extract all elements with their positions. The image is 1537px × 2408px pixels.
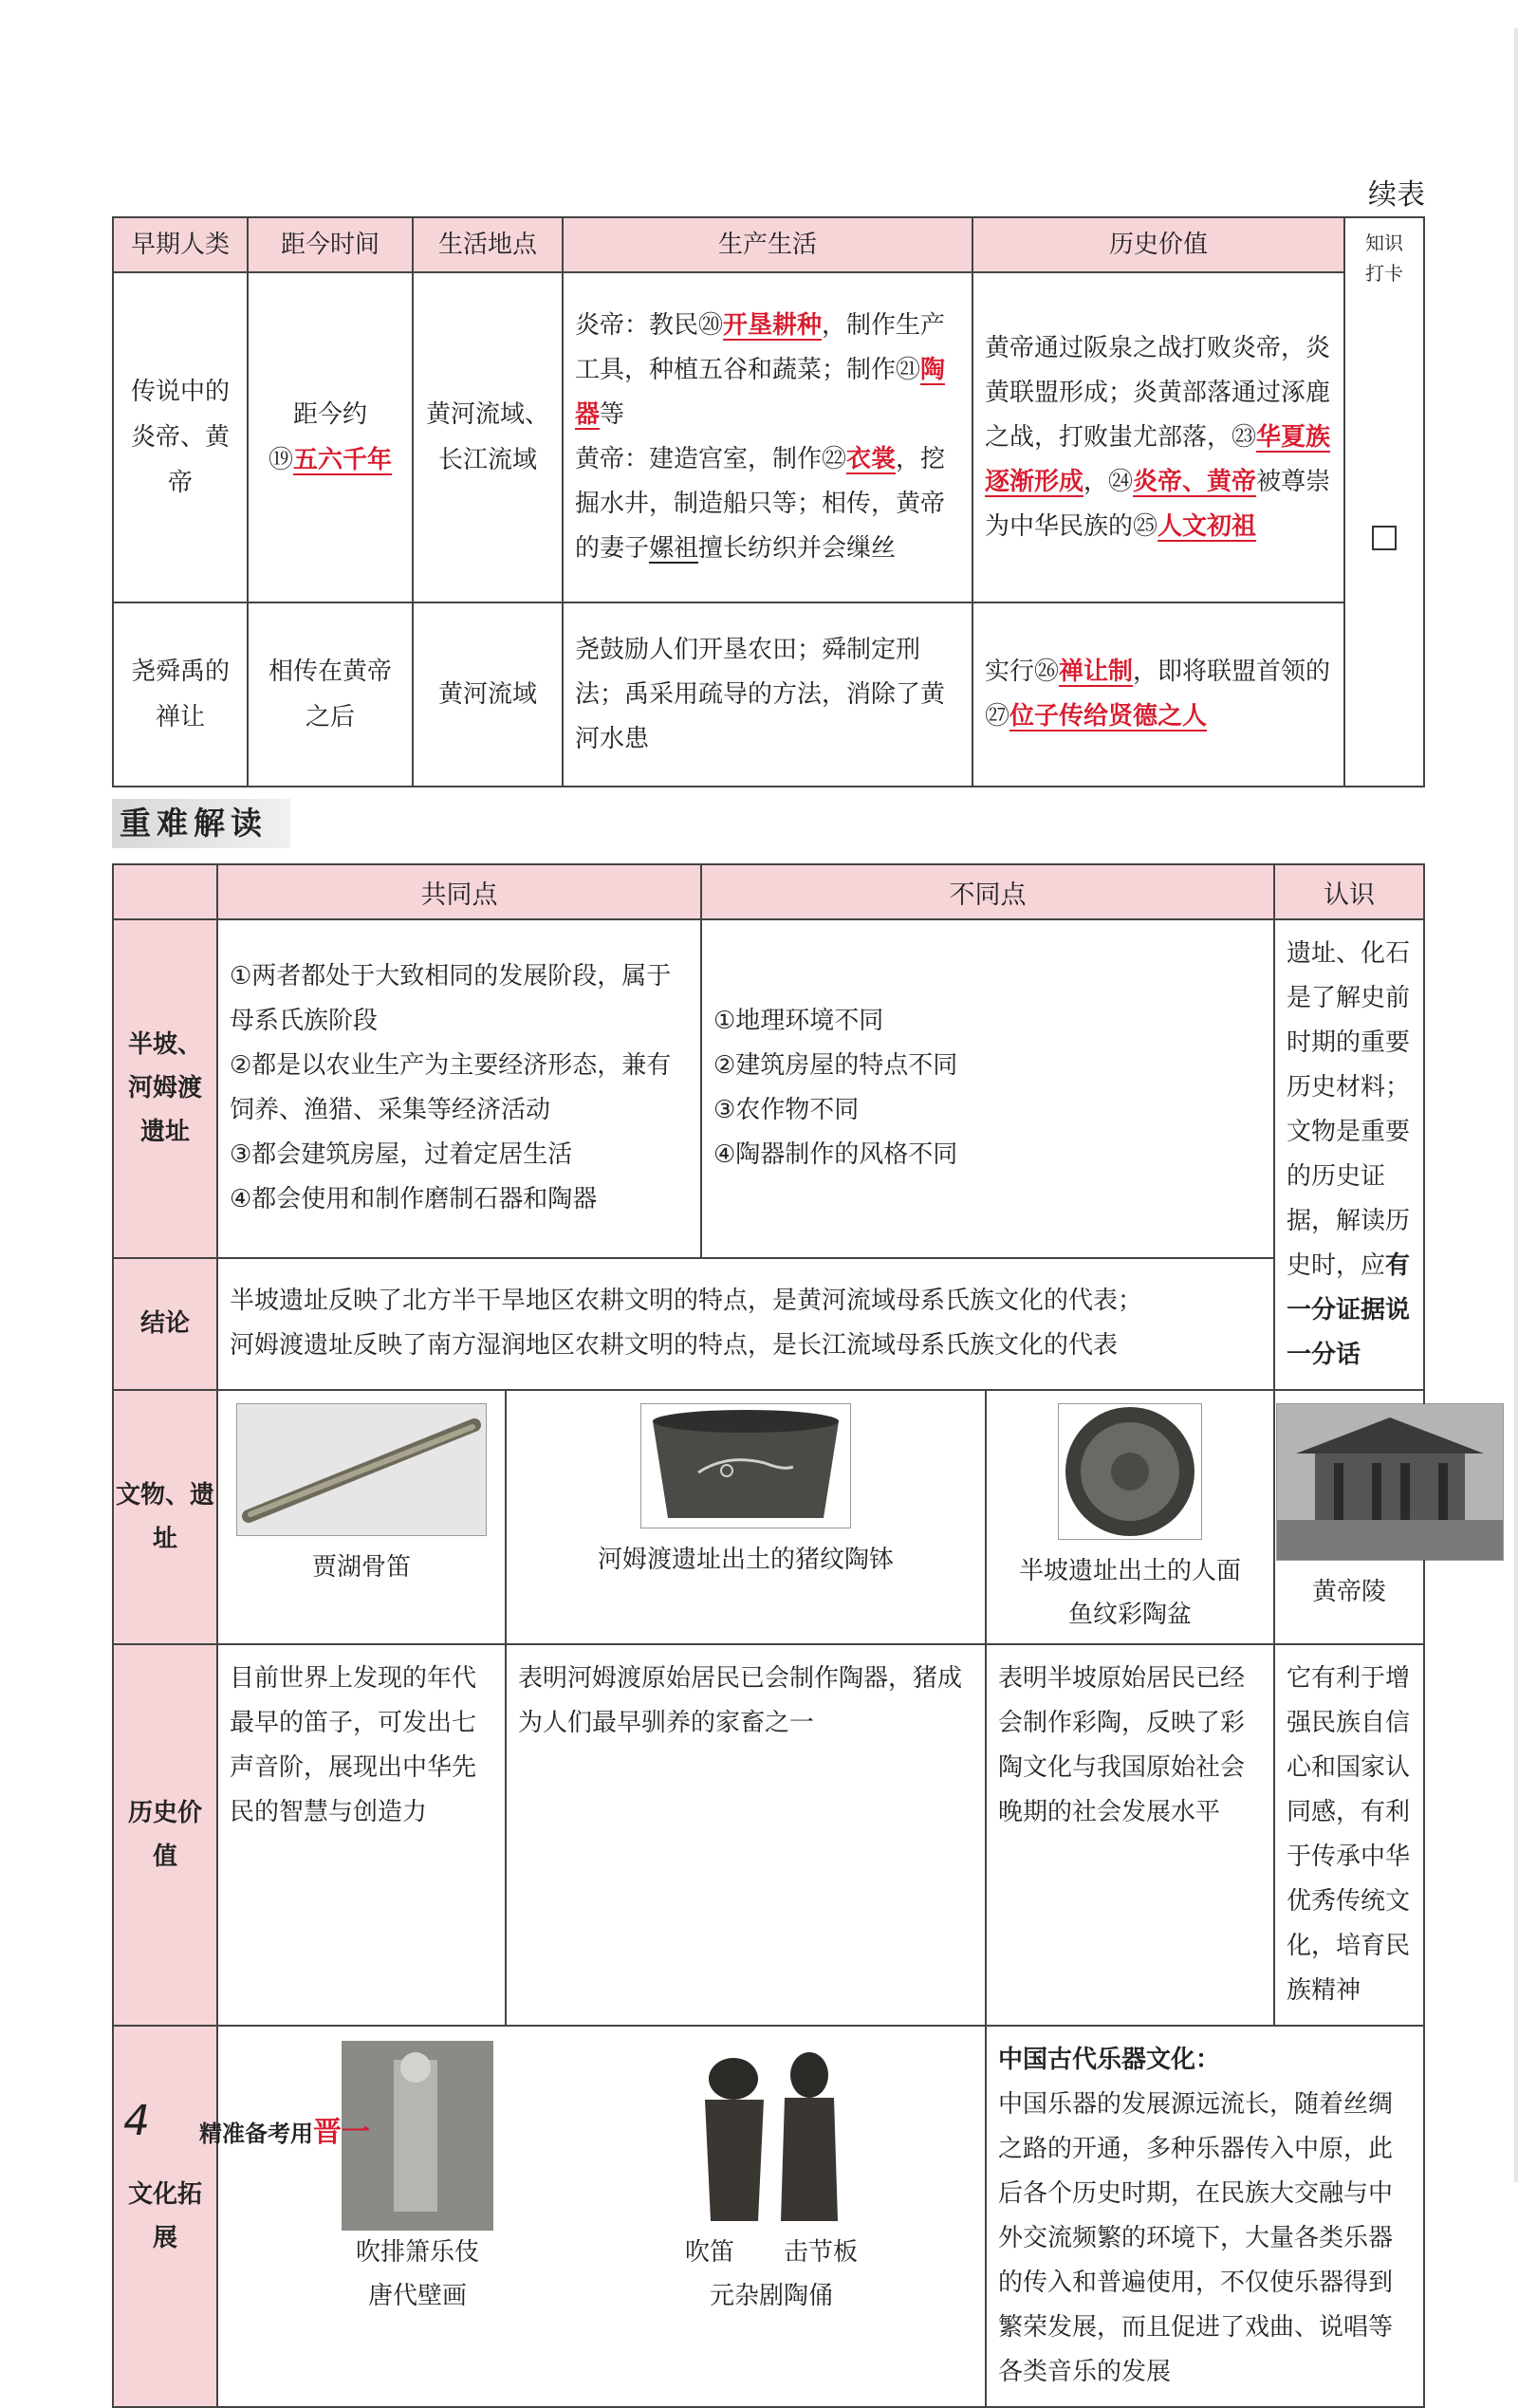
continued-label: 续表	[1368, 178, 1425, 212]
label-banpo-hemudu: 半坡、河姆渡遗址	[113, 919, 217, 1258]
diff-item: ②建筑房屋的特点不同	[713, 1051, 958, 1081]
blank-20-num: ⑳	[698, 311, 724, 340]
insight-plain: 遗址、化石是了解史前时期的重要历史材料；文物是重要的历史证据，解读历史时，应	[1287, 939, 1411, 1280]
life-text: 擅长纺织并会缫丝	[698, 534, 897, 563]
life-yao-shun-yu: 尧鼓励人们开垦农田；舜制定刑法；禹采用疏导的方法，消除了黄河水患	[563, 602, 972, 787]
extension-title: 中国古代乐器文化：	[998, 2046, 1221, 2074]
header-time: 距今时间	[248, 217, 413, 272]
life-text: 炎帝：教民	[575, 311, 699, 340]
row-yao-shun-yu: 尧舜禹的禅让	[113, 602, 248, 787]
footer-brand-red: 晋一	[313, 2116, 370, 2149]
relic-caption: 贾湖骨笛	[311, 1553, 411, 1582]
knowledge-card-label: 知识打卡	[1365, 232, 1403, 285]
pig-bowl-image	[640, 1403, 851, 1528]
value-text: ，即将联盟首领的	[1133, 658, 1331, 686]
diff-item: ④陶器制作的风格不同	[713, 1140, 958, 1170]
blank-23-num: ㉓	[1231, 422, 1257, 452]
figurines-image	[676, 2041, 866, 2231]
footer-brand	[199, 2108, 370, 2150]
blank-24-num: ㉔	[1108, 467, 1134, 496]
figure-figurines	[648, 2041, 895, 2318]
row-yan-huang: 传说中的炎帝、黄帝	[113, 272, 248, 602]
life-text: 黄帝：建造宫室，制作	[575, 445, 823, 473]
bone-flute-image	[236, 1403, 487, 1536]
header-life: 生产生活	[563, 217, 972, 272]
answer-19: 五六千年	[293, 446, 393, 474]
header-blank	[113, 864, 217, 919]
early-humans-table	[112, 216, 1425, 787]
time-yan-huang	[248, 272, 413, 602]
answer-23: 华夏族逐渐形成	[985, 422, 1331, 496]
answer-26: 禅让制	[1059, 658, 1134, 686]
figure-mural	[308, 2041, 527, 2318]
answer-20: 开垦耕种	[723, 311, 823, 340]
knowledge-card	[1344, 217, 1424, 787]
blank-26-num: ㉖	[1034, 658, 1060, 686]
blank-27-num: ㉗	[985, 702, 1010, 731]
relic-bone-flute	[217, 1390, 506, 1644]
life-text: ，挖掘水井，制造船只等；相传，黄帝的妻子	[575, 445, 946, 563]
extension-figures	[217, 2026, 986, 2407]
header-insight: 认识	[1274, 864, 1424, 919]
conclusion-text	[217, 1258, 1274, 1390]
insight-bold: 有一分证据说一分话	[1287, 1251, 1411, 1369]
extension-body: 中国乐器的发展源远流长，随着丝绸之路的开通，多种乐器传入中原，此后各个历史时期，在民族大交融与中外交流频繁的环境下，大量各类乐器的传入和普遍使用，不仅使乐器得到繁荣发展，而且促进了戏曲、说唱等各类音乐的发展	[998, 2090, 1394, 2386]
figure-caption: 元杂剧陶俑	[709, 2282, 833, 2310]
label-conclusion: 结论	[113, 1258, 217, 1390]
value-fish-basin: 表明半坡原始居民已经会制作彩陶，反映了彩陶文化与我国原始社会晚期的社会发展水平	[986, 1644, 1274, 2026]
relic-huangdi-mausoleum	[1274, 1390, 1424, 1644]
common-item: ③都会建筑房屋，过着定居生活	[230, 1140, 573, 1170]
value-text: ，	[1083, 467, 1109, 496]
header-early-humans: 早期人类	[113, 217, 248, 272]
label-historical-value: 历史价值	[113, 1644, 217, 2026]
insight-text	[1274, 919, 1424, 1390]
conclusion-line: 半坡遗址反映了北方半干旱地区农耕文明的特点，是黄河流域母系氏族文化的代表；	[230, 1287, 1143, 1316]
value-mausoleum: 它有利于增强民族自信心和国家认同感，有利于传承中华优秀传统文化，培育民族精神	[1274, 1644, 1424, 2026]
difference-points	[701, 919, 1274, 1258]
relic-caption: 半坡遗址出土的人面鱼纹彩陶盆	[1018, 1557, 1241, 1629]
answer-27: 位子传给贤德之人	[1009, 702, 1208, 731]
time-prefix: 距今约	[292, 400, 367, 429]
place-yao-shun-yu: 黄河流域	[413, 602, 563, 787]
place-yan-huang: 黄河流域、长江流域	[413, 272, 563, 602]
life-text-underlined: 嫘祖	[649, 534, 699, 563]
blank-21-num: ㉑	[896, 356, 921, 384]
value-text: 黄帝通过阪泉之战打败炎帝，炎黄联盟形成；炎黄部落通过涿鹿之战，打败蚩尤部落，	[985, 333, 1331, 452]
key-points-table	[112, 863, 1425, 2408]
common-item: ②都是以农业生产为主要经济形态，兼有饲养、渔猎、采集等经济活动	[230, 1051, 672, 1125]
common-item: ①两者都处于大致相同的发展阶段，属于母系氏族阶段	[230, 962, 672, 1036]
figure-caption: 吹排箫乐伎	[355, 2238, 479, 2267]
relic-fish-basin	[986, 1390, 1274, 1644]
answer-21: 陶器	[575, 356, 946, 429]
header-place: 生活地点	[413, 217, 563, 272]
time-yao-shun-yu: 相传在黄帝之后	[248, 602, 413, 787]
section-title: 重难解读	[112, 799, 290, 848]
value-yan-huang	[972, 272, 1344, 602]
answer-25: 人文初祖	[1157, 511, 1257, 541]
relic-caption: 黄帝陵	[1311, 1578, 1386, 1606]
footer-brand-text: 精准备考用	[199, 2121, 313, 2147]
header-diff: 不同点	[701, 864, 1274, 919]
label-relics: 文物、遗址	[113, 1390, 217, 1644]
figure-caption: 吹笛 击节板	[684, 2238, 858, 2267]
value-text: 实行	[985, 658, 1035, 686]
common-points	[217, 919, 701, 1258]
figure-caption: 唐代壁画	[367, 2282, 467, 2310]
life-yan-huang	[563, 272, 972, 602]
conclusion-line: 河姆渡遗址反映了南方湿润地区农耕文明的特点，是长江流域母系氏族文化的代表	[230, 1331, 1119, 1361]
blank-22-num: ㉒	[822, 445, 847, 473]
label-cultural-extension: 文化拓展	[113, 2026, 217, 2407]
blank-19-num: ⑲	[268, 446, 293, 474]
relic-caption: 河姆渡遗址出土的猪纹陶钵	[597, 1546, 894, 1574]
extension-text	[986, 2026, 1424, 2407]
value-pig-bowl: 表明河姆渡原始居民已会制作陶器，猪成为人们最早驯养的家畜之一	[506, 1644, 986, 2026]
blank-25-num: ㉕	[1133, 511, 1158, 541]
life-text: ，制作生产工具，种植五谷和蔬菜；制作	[575, 311, 946, 384]
page-edge	[1514, 28, 1518, 2182]
checkbox-icon[interactable]	[1372, 526, 1397, 550]
common-item: ④都会使用和制作磨制石器和陶器	[230, 1185, 598, 1214]
header-value: 历史价值	[972, 217, 1344, 272]
fish-basin-image	[1058, 1403, 1202, 1540]
value-yao-shun-yu	[972, 602, 1344, 787]
diff-item: ③农作物不同	[713, 1096, 860, 1125]
life-text: 等	[600, 400, 625, 429]
value-bone-flute: 目前世界上发现的年代最早的笛子，可发出七声音阶，展现出中华先民的智慧与创造力	[217, 1644, 506, 2026]
diff-item: ①地理环境不同	[713, 1007, 884, 1036]
answer-22: 衣裳	[846, 445, 897, 473]
value-text: 被尊崇为中华民族的	[985, 467, 1331, 541]
page-number: 4	[123, 2097, 150, 2145]
header-common: 共同点	[217, 864, 701, 919]
answer-24: 炎帝、黄帝	[1133, 467, 1257, 496]
mausoleum-image	[1276, 1403, 1504, 1561]
relic-pig-bowl	[506, 1390, 986, 1644]
